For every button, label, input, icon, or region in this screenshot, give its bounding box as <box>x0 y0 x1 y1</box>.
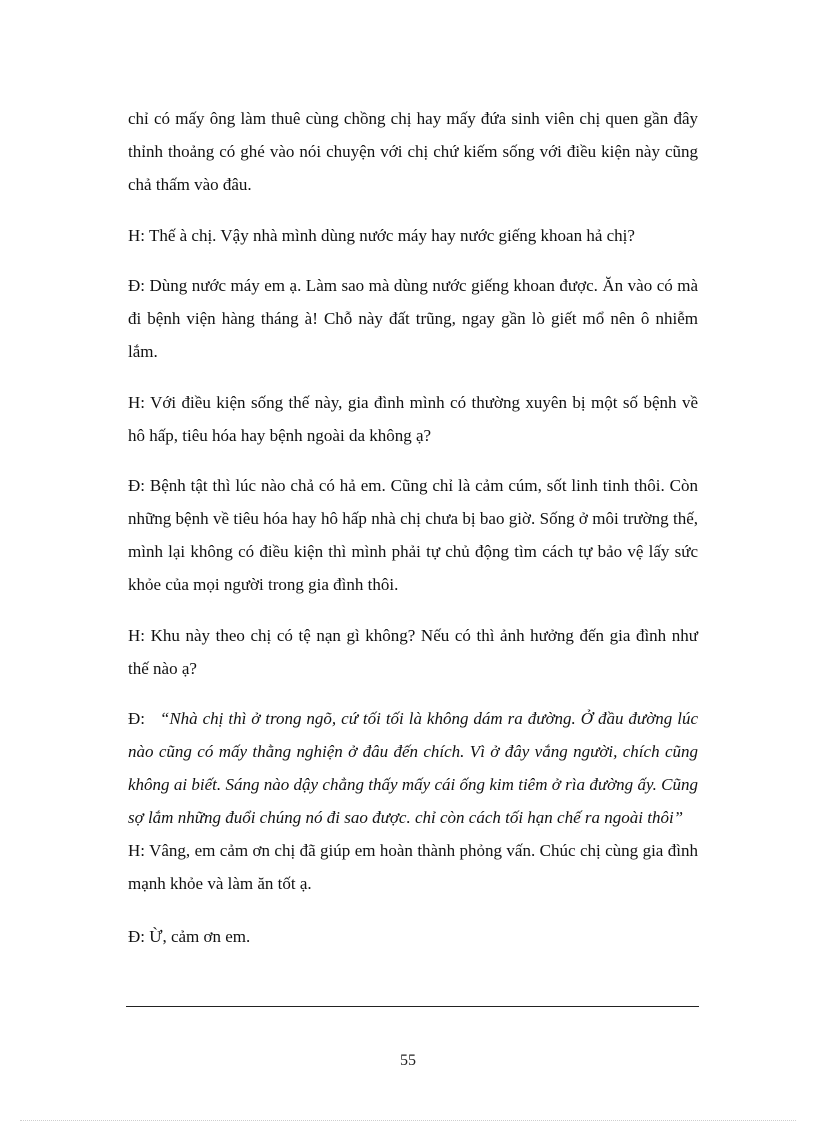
paragraph-continuation: chỉ có mấy ông làm thuê cùng chồng chị hay mấy đứa sinh viên chị quen gần đây thỉnh thoảng có ghé vào nói chuyện với chị chứ kiếm sống với điều kiện này cũng chả thấm vào đâu. <box>128 109 698 194</box>
paragraph-quoted-answer <box>128 702 698 834</box>
paragraph-question: H: Khu này theo chị có tệ nạn gì không? Nếu có thì ảnh hưởng đến gia đình như thế nào ạ? <box>128 626 698 678</box>
paragraph-question: H: Với điều kiện sống thế này, gia đình mình có thường xuyên bị một số bệnh về hô hấp, tiêu hóa hay bệnh ngoài da không ạ? <box>128 393 698 445</box>
page-bottom-border <box>20 1120 796 1121</box>
paragraph-closing: H: Vâng, em cảm ơn chị đã giúp em hoàn thành phỏng vấn. Chúc chị cùng gia đình mạnh khỏe và làm ăn tốt ạ. <box>128 841 698 893</box>
speaker-label: Đ: <box>128 709 145 728</box>
paragraph-question: H: Thế à chị. Vậy nhà mình dùng nước máy hay nước giếng khoan hả chị? <box>128 226 635 245</box>
page-number: 55 <box>400 1052 416 1069</box>
quote-text: “Nhà chị thì ở trong ngõ, cứ tối tối là không dám ra đường. Ở đầu đường lúc nào cũng có mấy thằng nghiện ở đâu đến chích. Vì ở đây vắng người, chích cũng không ai biết. Sáng nào dậy chẳng thấy mấy cái ống kim tiêm ở rìa đường ấy. Cũng sợ lắm những đuổi chúng nó đi sao được. chỉ còn cách tối hạn chế ra ngoài thôi” <box>128 709 698 827</box>
interview-text <box>128 102 698 953</box>
footer-rule <box>126 1006 699 1007</box>
paragraph-answer: Đ: Dùng nước máy em ạ. Làm sao mà dùng nước giếng khoan được. Ăn vào có mà đi bệnh viện hàng tháng à! Chỗ này đất trũng, ngay gần lò giết mổ nên ô nhiễm lắm. <box>128 276 698 361</box>
paragraph-final-reply: Đ: Ừ, cảm ơn em. <box>128 927 251 946</box>
paragraph-answer: Đ: Bệnh tật thì lúc nào chả có hả em. Cũng chỉ là cảm cúm, sốt linh tinh thôi. Còn những bệnh về tiêu hóa hay hô hấp nhà chị chưa bị bao giờ. Sống ở môi trường thế, mình lại không có điều kiện thì mình phải tự chủ động tìm cách tự bảo vệ lấy sức khỏe của mọi người trong gia đình thôi. <box>128 476 698 594</box>
